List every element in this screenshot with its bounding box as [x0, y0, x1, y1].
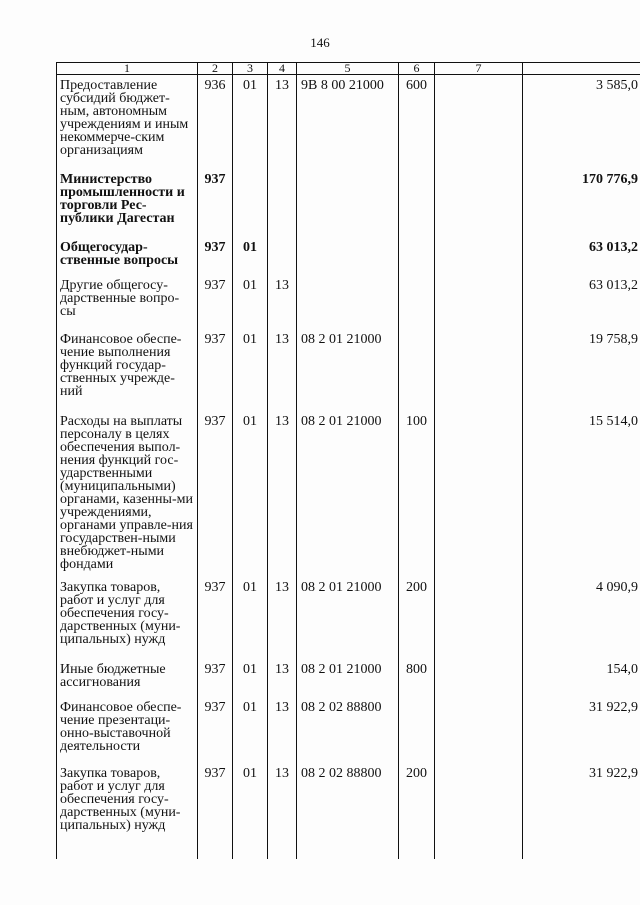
row-name: Общегосудар-ственные вопросы: [57, 237, 198, 275]
row-amount: 63 013,2: [523, 275, 640, 329]
row-name: Закупка товаров, работ и услуг для обеспечения госу-дарственных (муни-ципальных) нужд: [57, 763, 198, 859]
row-target-code: [297, 237, 399, 275]
row-subsection-code: 13: [268, 659, 297, 697]
row-expense-type: 200: [399, 577, 435, 659]
row-ministry-code: 937: [198, 237, 233, 275]
row-section-code: 01: [233, 763, 268, 859]
row-amount: 15 514,0: [523, 411, 640, 577]
row-ministry-code: 937: [198, 329, 233, 411]
table-row: [57, 763, 640, 859]
row-col7: [435, 169, 523, 237]
row-subsection-code: 13: [268, 411, 297, 577]
row-col7: [435, 577, 523, 659]
row-target-code: [297, 169, 399, 237]
row-col7: [435, 763, 523, 859]
row-col7: [435, 697, 523, 763]
budget-table: [56, 62, 640, 859]
row-amount: 154,0: [523, 659, 640, 697]
row-amount: 19 758,9: [523, 329, 640, 411]
row-name: Финансовое обеспе-чение презентаци-онно-выставочной деятельности: [57, 697, 198, 763]
row-col7: [435, 275, 523, 329]
row-section-code: 01: [233, 577, 268, 659]
row-expense-type: 200: [399, 763, 435, 859]
row-subsection-code: 13: [268, 697, 297, 763]
row-ministry-code: 937: [198, 577, 233, 659]
row-section-code: 01: [233, 659, 268, 697]
row-name: Иные бюджетные ассигнования: [57, 659, 198, 697]
row-section-code: 01: [233, 75, 268, 169]
column-header-amount: [523, 63, 640, 75]
row-ministry-code: 937: [198, 697, 233, 763]
table-row: [57, 329, 640, 411]
row-subsection-code: 13: [268, 275, 297, 329]
row-expense-type: 800: [399, 659, 435, 697]
table-row: [57, 577, 640, 659]
row-amount: 31 922,9: [523, 697, 640, 763]
table-row: [57, 697, 640, 763]
row-target-code: 08 2 01 21000: [297, 411, 399, 577]
row-expense-type: [399, 237, 435, 275]
row-col7: [435, 237, 523, 275]
row-amount: 4 090,9: [523, 577, 640, 659]
row-target-code: 08 2 01 21000: [297, 577, 399, 659]
row-subsection-code: [268, 169, 297, 237]
row-name: Предоставление субсидий бюджет-ным, автономным учреждениям и иным некоммерче-ским организациям: [57, 75, 198, 169]
row-section-code: 01: [233, 275, 268, 329]
row-ministry-code: 937: [198, 763, 233, 859]
row-expense-type: [399, 275, 435, 329]
table-row: [57, 275, 640, 329]
row-name: Министерство промышленности и торговли Рес-публики Дагестан: [57, 169, 198, 237]
page-number: 146: [310, 35, 330, 50]
row-ministry-code: 937: [198, 659, 233, 697]
row-expense-type: [399, 329, 435, 411]
row-name: Другие общегосу-дарственные вопро-сы: [57, 275, 198, 329]
row-name: Расходы на выплаты персоналу в целях обеспечения выпол-нения функций гос-ударственными (муниципальными) органами, казенны-ми учреждениями, органами управле-ния государствен-ными внебюджет-ными фондами: [57, 411, 198, 577]
row-section-code: [233, 169, 268, 237]
row-col7: [435, 75, 523, 169]
row-col7: [435, 659, 523, 697]
row-expense-type: [399, 697, 435, 763]
row-target-code: 08 2 02 88800: [297, 697, 399, 763]
row-target-code: 08 2 01 21000: [297, 659, 399, 697]
row-amount: 170 776,9: [523, 169, 640, 237]
row-name: Финансовое обеспе-чение выполнения функций государ-ственных учрежде-ний: [57, 329, 198, 411]
row-amount: 3 585,0: [523, 75, 640, 169]
table-row: [57, 75, 640, 169]
row-amount: 31 922,9: [523, 763, 640, 859]
row-col7: [435, 411, 523, 577]
row-section-code: 01: [233, 411, 268, 577]
column-header-4: 4: [268, 63, 297, 75]
row-amount: 63 013,2: [523, 237, 640, 275]
row-ministry-code: 937: [198, 411, 233, 577]
column-header-2: 2: [198, 63, 233, 75]
column-header-1: 1: [57, 63, 198, 75]
row-subsection-code: 13: [268, 75, 297, 169]
row-subsection-code: [268, 237, 297, 275]
column-header-7: 7: [435, 63, 523, 75]
row-expense-type: [399, 169, 435, 237]
row-ministry-code: 937: [198, 275, 233, 329]
row-section-code: 01: [233, 697, 268, 763]
table-row: [57, 411, 640, 577]
row-name: Закупка товаров, работ и услуг для обеспечения госу-дарственных (муни-ципальных) нужд: [57, 577, 198, 659]
column-header-5: 5: [297, 63, 399, 75]
row-target-code: 08 2 02 88800: [297, 763, 399, 859]
row-target-code: 08 2 01 21000: [297, 329, 399, 411]
row-col7: [435, 329, 523, 411]
row-subsection-code: 13: [268, 763, 297, 859]
table-header-row: [57, 63, 640, 75]
table-row: [57, 237, 640, 275]
row-subsection-code: 13: [268, 577, 297, 659]
row-section-code: 01: [233, 329, 268, 411]
row-subsection-code: 13: [268, 329, 297, 411]
row-ministry-code: 937: [198, 169, 233, 237]
row-section-code: 01: [233, 237, 268, 275]
table-row: [57, 659, 640, 697]
table-row: [57, 169, 640, 237]
row-ministry-code: 936: [198, 75, 233, 169]
row-expense-type: 600: [399, 75, 435, 169]
column-header-3: 3: [233, 63, 268, 75]
row-target-code: 9В 8 00 21000: [297, 75, 399, 169]
row-expense-type: 100: [399, 411, 435, 577]
row-target-code: [297, 275, 399, 329]
column-header-6: 6: [399, 63, 435, 75]
